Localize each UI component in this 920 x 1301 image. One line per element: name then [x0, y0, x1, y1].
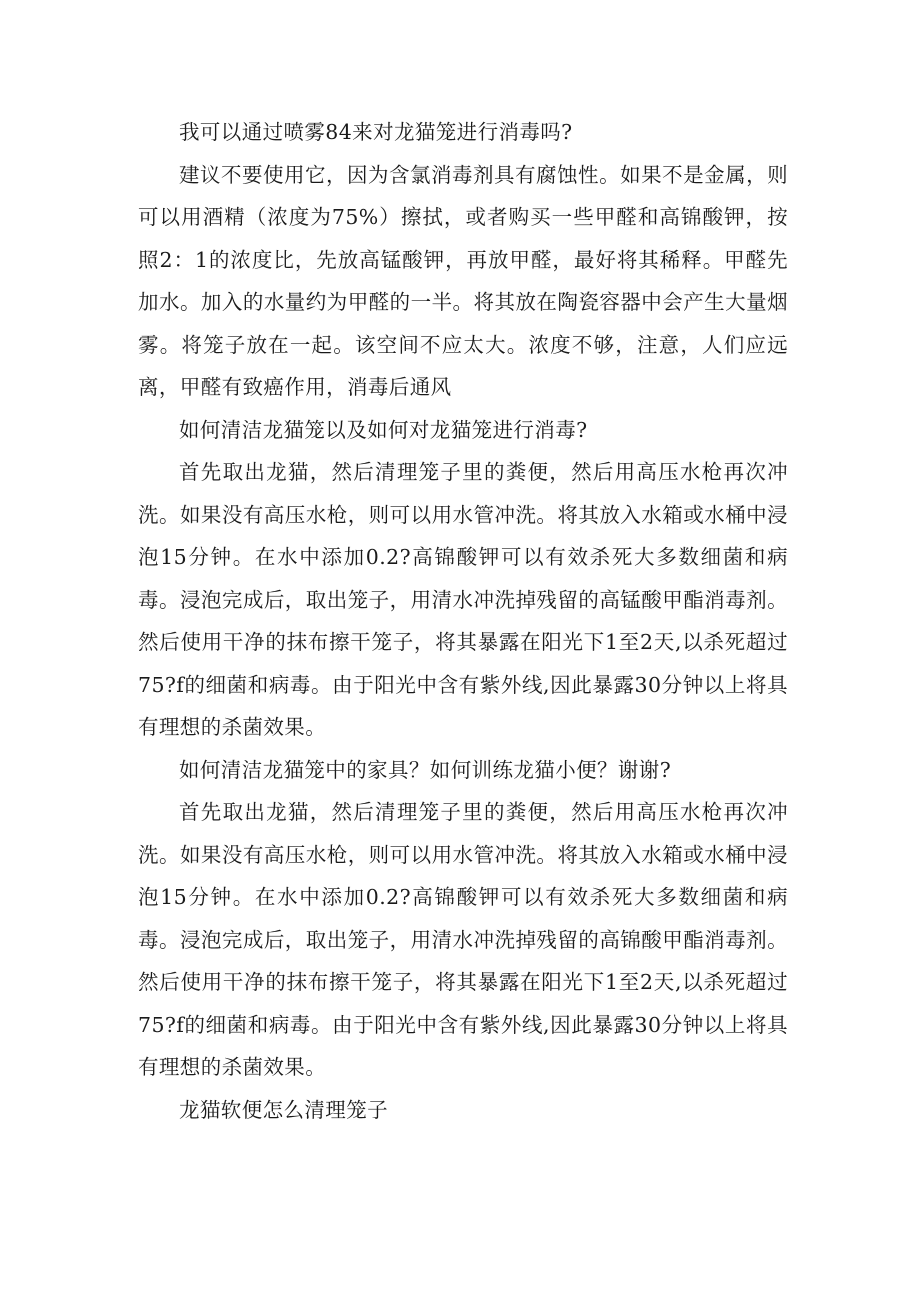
document-body — [138, 111, 788, 1131]
question-paragraph: 如何清洁龙猫笼以及如何对龙猫笼进行消毒? — [179, 417, 588, 442]
question-paragraph: 我可以通过喷雾84来对龙猫笼进行消毒吗? — [179, 120, 573, 144]
answer-paragraph: 建议不要使用它，因为含氯消毒剂具有腐蚀性。如果不是金属，则可以用酒精（浓度为75%）擦拭，或者购买一些甲醛和高锦酸钾，按照2：1的浓度比，先放高锰酸钾，再放甲醛，最好将其稀释。甲醛先加水。加入的水量约为甲醛的一半。将其放在陶瓷容器中会产生大量烟雾。将笼子放在一起。该空间不应太大。浓度不够，注意，人们应远离，甲醛有致癌作用，消毒后通风 — [138, 162, 788, 399]
answer-paragraph: 首先取出龙猫，然后清理笼子里的粪便，然后用高压水枪再次冲洗。如果没有高压水枪，则可以用水管冲洗。将其放入水箱或水桶中浸泡15分钟。在水中添加0.2?高锦酸钾可以有效杀死大多数细菌和病毒。浸泡完成后，取出笼子，用清水冲洗掉残留的高锰酸甲酯消毒剂。然后使用干净的抹布擦干笼子，将其暴露在阳光下1至2天,以杀死超过75?f的细菌和病毒。由于阳光中含有紫外线,因此暴露30分钟以上将具有理想的杀菌效果。 — [138, 460, 788, 739]
answer-paragraph: 首先取出龙猫，然后清理笼子里的粪便，然后用高压水枪再次冲洗。如果没有高压水枪，则可以用水管冲洗。将其放入水箱或水桶中浸泡15分钟。在水中添加0.2?高锦酸钾可以有效杀死大多数细菌和病毒。浸泡完成后，取出笼子，用清水冲洗掉残留的高锦酸甲酯消毒剂。然后使用干净的抹布擦干笼子，将其暴露在阳光下1至2天,以杀死超过75?f的细菌和病毒。由于阳光中含有紫外线,因此暴露30分钟以上将具有理想的杀菌效果。 — [138, 800, 788, 1079]
question-paragraph: 龙猫软便怎么清理笼子 — [179, 1097, 388, 1122]
question-paragraph: 如何清洁龙猫笼中的家具？如何训练龙猫小便？谢谢? — [179, 757, 672, 782]
